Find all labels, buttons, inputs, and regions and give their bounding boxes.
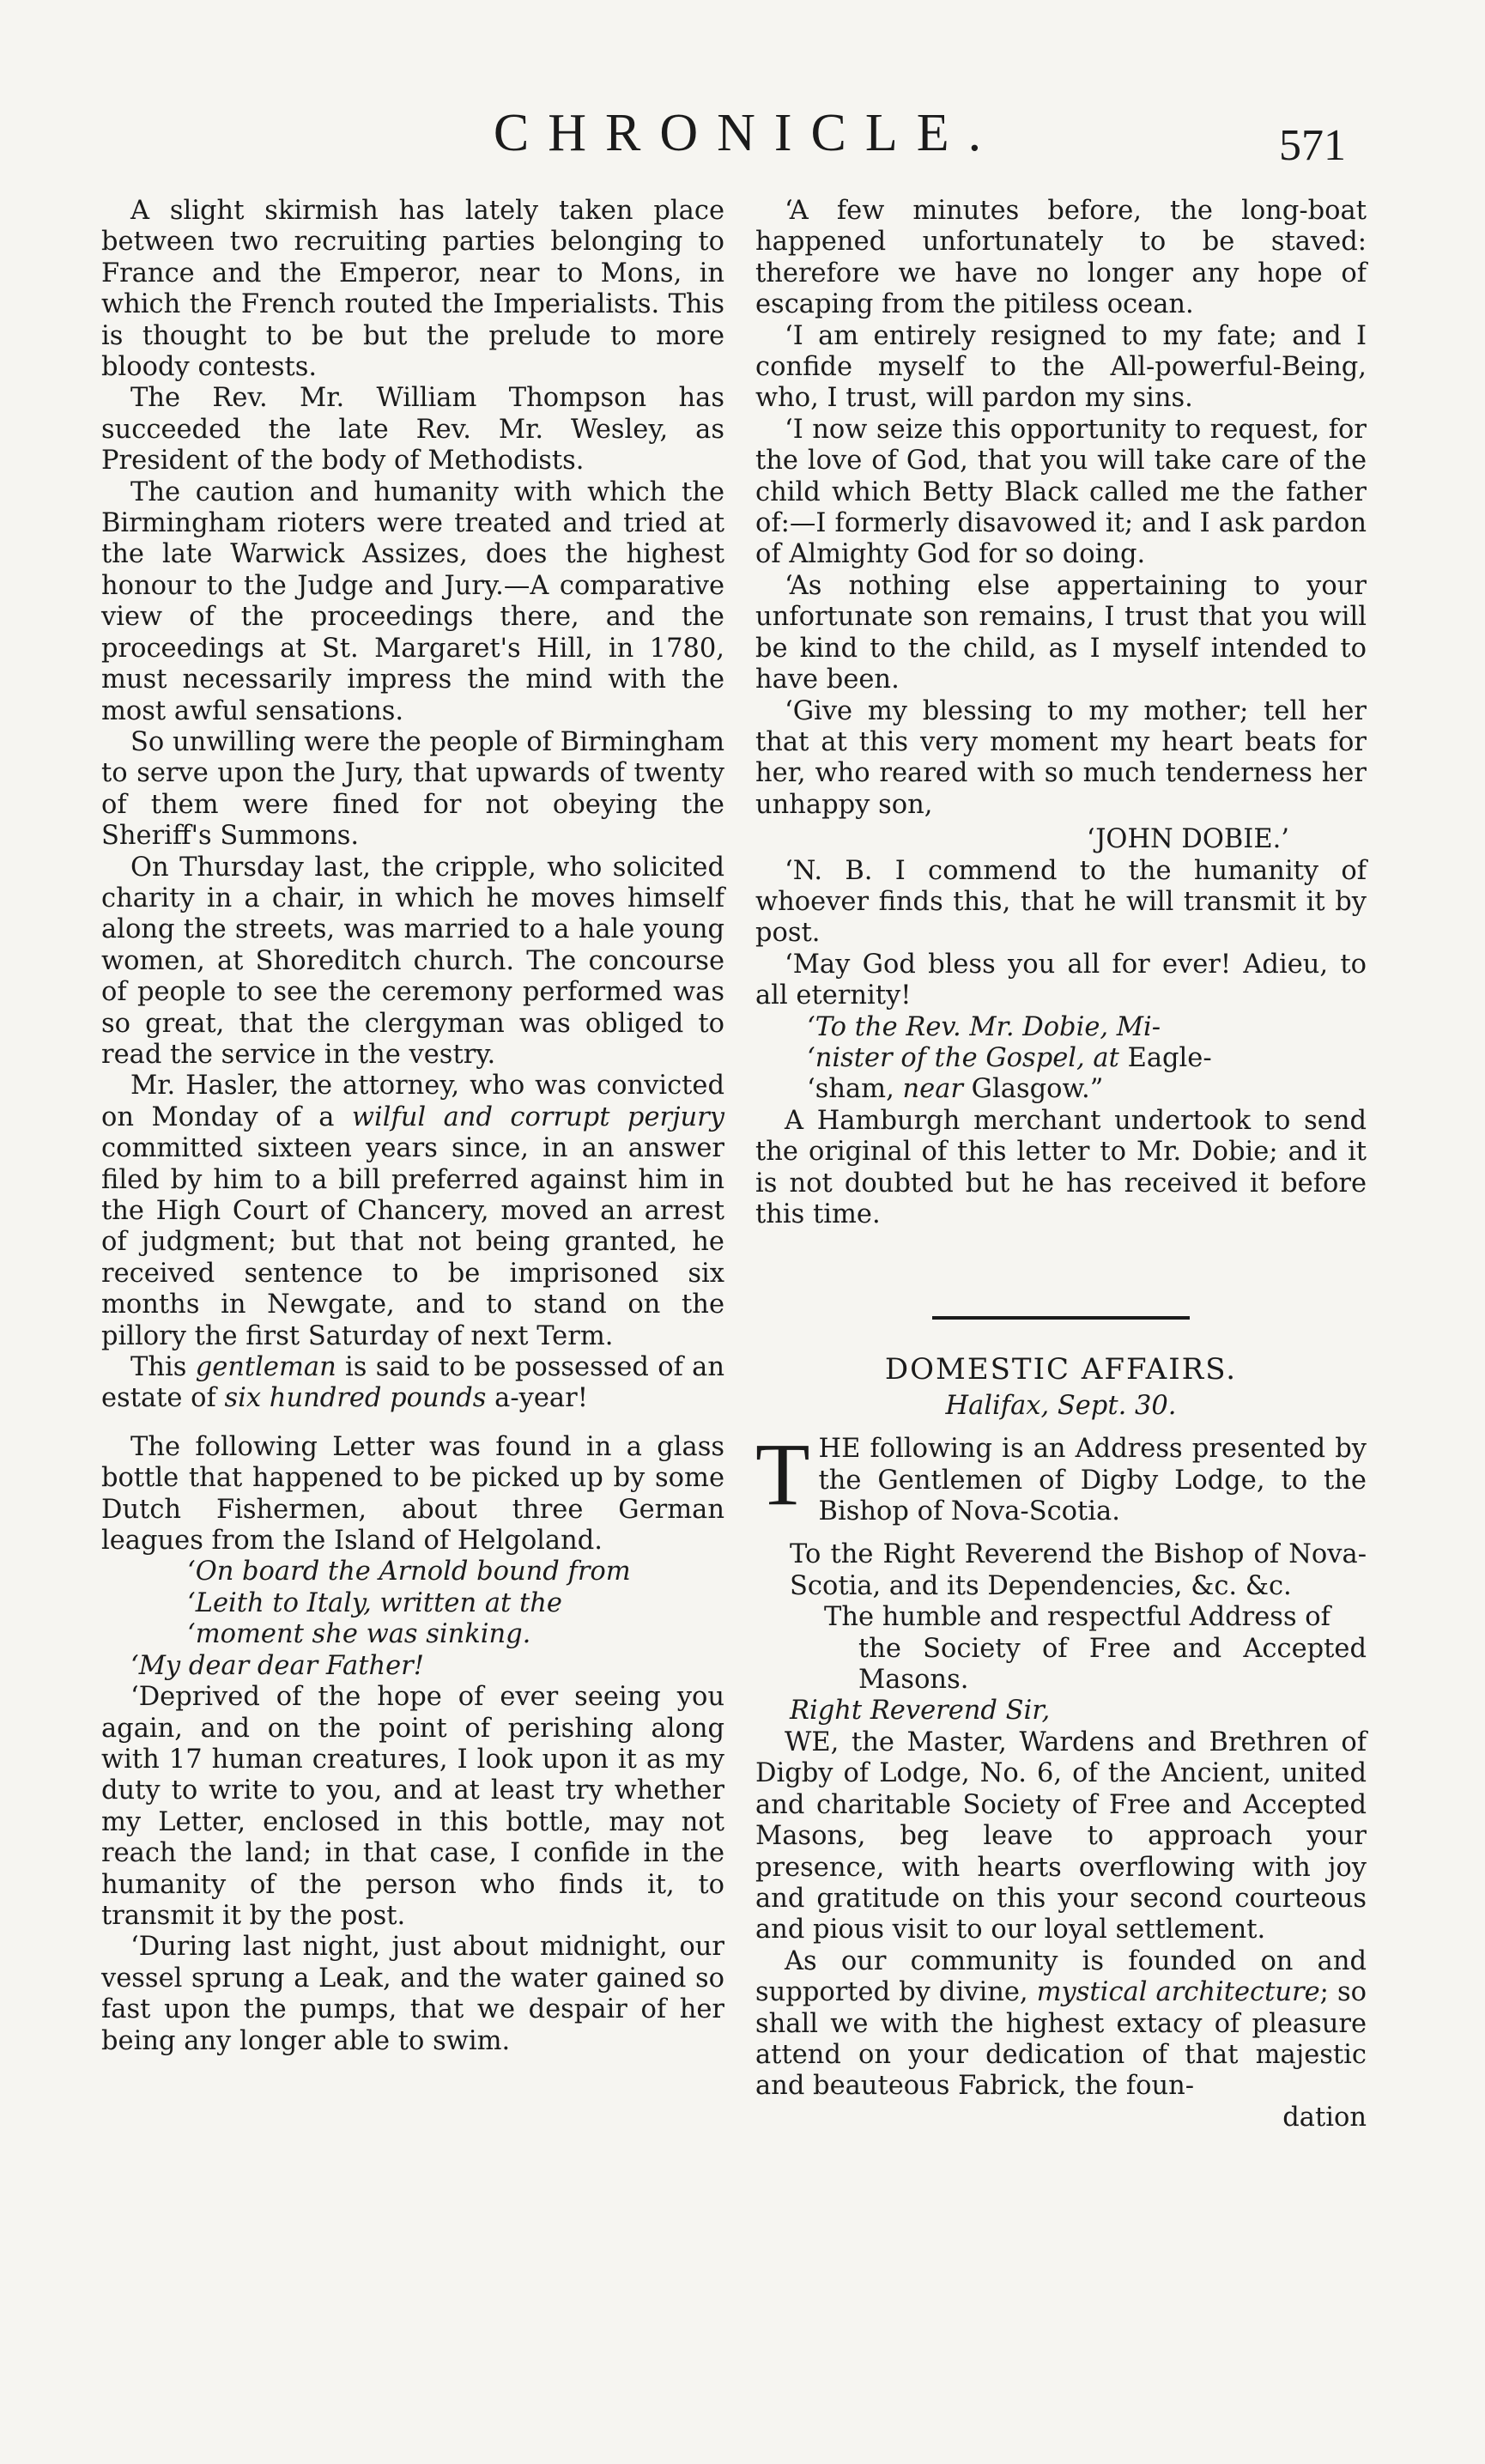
italic-text: gentleman [195, 1352, 336, 1383]
address-title: the Society of Free and Accepted Masons. [858, 1633, 1367, 1696]
text-run: ; so shall we with the highest extacy of pleasure attend on your dedication of that majestic and beauteous Fabrick, the foun- [755, 1977, 1367, 2102]
article-paragraph: The following Letter was found in a glass bottle that happened to be picked up by some Dutch Fishermen, about three German leagues from the Island of Helgoland. [101, 1431, 724, 1557]
italic-text: wilful and corrupt perjury [351, 1102, 724, 1132]
italic-text: ‘nister of the Gospel, at [807, 1042, 1128, 1073]
text-run: committed sixteen years since, in an answer filed by him to a bill preferred against him in the High Court of Chancery, moved an arrest of judgment; but that not being granted, he received sentence to be imprisoned six months in Newgate, and to stand on the pillory the first Saturday of next Term. [101, 1133, 724, 1351]
letter-address-line: ‘moment she was sinking. [187, 1619, 531, 1650]
letter-signature: ‘JOHN DOBIE.’ [1086, 824, 1289, 855]
text-run: a-year! [486, 1383, 588, 1414]
text-run: Mr. Hasler, the attorney, who was convicted on Monday of a [101, 1071, 724, 1132]
article-paragraph: The Rev. Mr. William Thompson has succeeded the late Rev. Mr. Wesley, as President of the body of Methodists. [101, 383, 724, 476]
text-run: HE following is an Address presented by the Gentlemen of Digby Lodge, to the Bishop of Nova-Scotia. [818, 1434, 1367, 1527]
right-column [755, 196, 1367, 2133]
letter-paragraph: ‘Deprived of the hope of ever seeing you again, and on the point of perishing along with 17 human creatures, I look upon it as my duty to write to you, and at least try whether my Letter, enclosed in this bottle, may not reach the land; in that case, I confide in the humanity of the person who finds it, to transmit it by the post. [101, 1682, 724, 1931]
section-divider [932, 1316, 1190, 1320]
letter-paragraph: ‘A few minutes before, the long-boat happened unfortunately to be staved: therefore we have no longer any hope of escaping from the pitiless ocean. [755, 196, 1367, 320]
text-run: As our community is founded on and supported by divine, [755, 1945, 1367, 2008]
letter-address-line: ‘Leith to Italy, written at the [187, 1587, 562, 1618]
text-run: ‘sham, [807, 1074, 903, 1105]
address-salutation: Right Reverend Sir, [790, 1696, 1051, 1727]
section-heading: DOMESTIC AFFAIRS. [884, 1352, 1238, 1387]
article-paragraph [101, 1071, 724, 1352]
letter-paragraph: ‘May God bless you all for ever! Adieu, to all eternity! [755, 949, 1367, 1011]
article-paragraph: The caution and humanity with which the Birmingham rioters were treated and tried at the late Warwick Assizes, does the highest honour to the Judge and Jury.—A comparative view of the proceedings there, and the proceedings at St. Margaret's Hill, in 1780, must necessarily impress the mind with the most awful sensations. [101, 476, 724, 726]
address-title: The humble and respectful Address of [824, 1602, 1330, 1633]
article-paragraph: So unwilling were the people of Birmingham to serve upon the Jury, that upwards of twenty of them were fined for not obeying the Sheriff's Summons. [101, 726, 724, 852]
article-paragraph: A Hamburgh merchant undertook to send the original of this letter to Mr. Dobie; and it is not doubted but he has received it before this time. [755, 1105, 1367, 1229]
letter-direction-line [807, 1011, 1367, 1043]
letter-paragraph: ‘Give my blessing to my mother; tell her that at this very moment my heart beats for her, who reared with so much tenderness her unhappy son, [755, 695, 1367, 820]
article-paragraph: A slight skirmish has lately taken place between two recruiting parties belonging to France and the Emperor, near to Mons, in which the French routed the Imperialists. This is thought to be but the prelude to more bloody contests. [101, 196, 724, 383]
text-run: is said to be possessed of an estate of [101, 1352, 724, 1414]
address-recipient: To the Right Reverend the Bishop of Nova-Scotia, and its Dependencies, &c. &c. [790, 1539, 1367, 1601]
italic-text: ‘To the Rev. Mr. Dobie, Mi- [807, 1011, 1161, 1042]
letter-direction-line [807, 1074, 1367, 1105]
italic-text: six hundred pounds [224, 1383, 487, 1414]
page-number: 571 [1279, 121, 1346, 170]
letter-direction-line [807, 1042, 1367, 1074]
address-paragraph [755, 1946, 1367, 2103]
letter-salutation: ‘My dear dear Father! [130, 1650, 424, 1681]
letter-paragraph: ‘I now seize this opportunity to request, for the love of God, that you will take care of the child which Betty Black called me the father of:—I formerly disavowed it; and I ask pardon of Almighty God for so doing. [755, 414, 1367, 570]
dateline: Halifax, Sept. 30. [945, 1390, 1177, 1421]
italic-text: near [902, 1074, 963, 1105]
drop-cap: T [755, 1425, 810, 1525]
article-paragraph: On Thursday last, the cripple, who solicited charity in a chair, in which he moves himself along the streets, was married to a hale young women, at Shoreditch church. The concourse of people to see the ceremony performed was so great, that the clergyman was obliged to read the service in the vestry. [101, 852, 724, 1070]
letter-paragraph: ‘As nothing else appertaining to your unfortunate son remains, I trust that you will be kind to the child, as I myself intended to have been. [755, 570, 1367, 695]
letter-paragraph: ‘I am entirely resigned to my fate; and I confide myself to the All-powerful-Being, who, I trust, will pardon my sins. [755, 320, 1367, 414]
page-title: CHRONICLE. [493, 104, 1001, 162]
article-paragraph [101, 1352, 724, 1415]
address-paragraph: WE, the Master, Wardens and Brethren of Digby of Lodge, No. 6, of the Ancient, united and charitable Society of Free and Accepted Masons, beg leave to approach your presence, with hearts overflowing with joy and gratitude on this your second courteous and pious visit to our loyal settlement. [755, 1727, 1367, 1945]
text-run: This [130, 1352, 196, 1383]
letter-address-line: ‘On board the Arnold bound from [187, 1557, 631, 1587]
address-heading [755, 1539, 1367, 1727]
left-column [101, 196, 724, 2057]
text-run: Eagle- [1127, 1042, 1212, 1073]
letter-paragraph: ‘N. B. I commend to the humanity of whoever finds this, that he will transmit it by post. [755, 855, 1367, 949]
text-run: Glasgow.” [962, 1074, 1104, 1105]
letter-paragraph: ‘During last night, just about midnight, our vessel sprung a Leak, and the water gained so fast upon the pumps, that we despair of her being any longer able to swim. [101, 1932, 724, 2056]
catchword: dation [1282, 2102, 1367, 2133]
article-paragraph [755, 1425, 1367, 1527]
italic-text: mystical architecture [1036, 1977, 1320, 2008]
